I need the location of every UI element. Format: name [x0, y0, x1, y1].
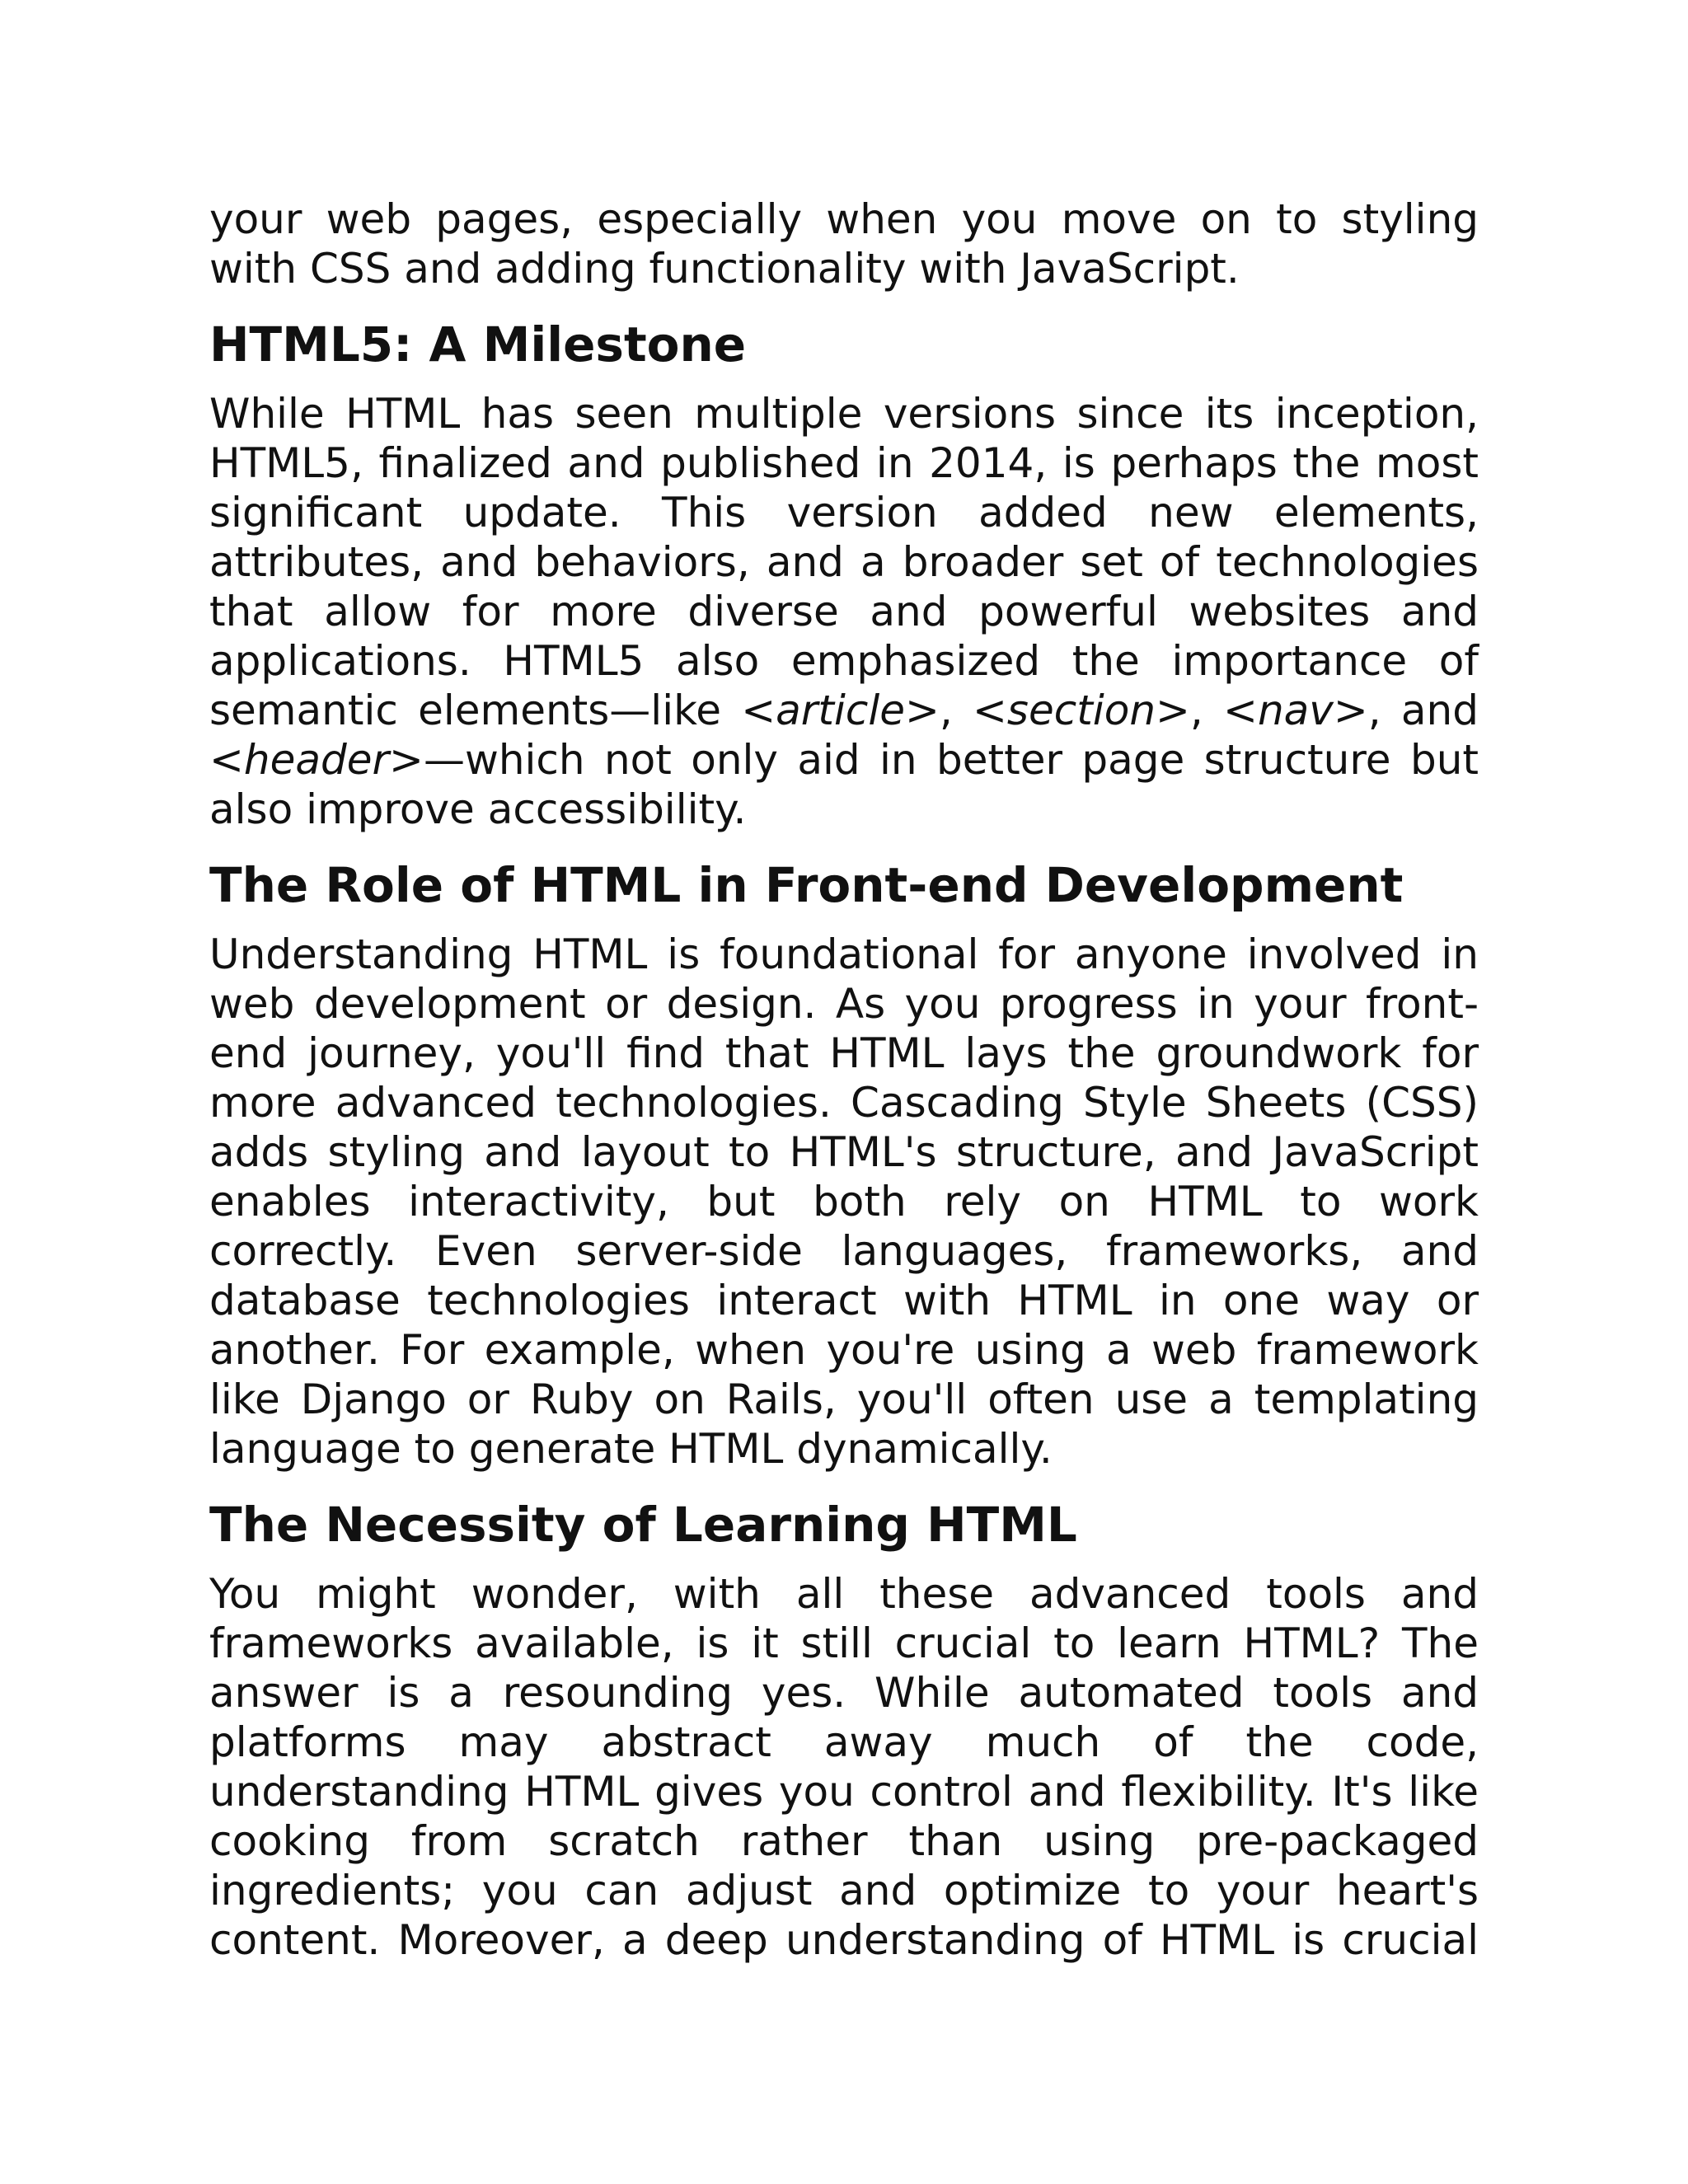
- tag-article: <article>: [741, 687, 940, 734]
- html5-sep1: ,: [939, 687, 973, 734]
- html5-text-part2: —which not only aid in better page structure but also improve accessibility.: [209, 736, 1479, 833]
- html5-sep3: , and: [1367, 687, 1479, 734]
- necessity-paragraph: You might wonder, with all these advanced tools and frameworks available, is it still crucial to learn HTML? The answer is a resounding yes. While automated tools and platforms may abstract away much of the code, understanding HTML gives you control and flexibility. It's like cooking from scratch rather than using pre-packaged ingredients; you can adjust and optimize to your heart's content. Moreover, a deep understanding of HTML is crucial: [209, 1570, 1479, 1964]
- heading-html5-milestone: HTML5: A Milestone: [209, 316, 747, 373]
- html5-sep2: ,: [1189, 687, 1224, 734]
- tag-header: <header>: [209, 736, 424, 784]
- tag-nav: <nav>: [1223, 687, 1368, 734]
- html5-text-part1: While HTML has seen multiple versions since its inception, HTML5, finalized and published in 2014, is perhaps the most significant update. This version added new elements, attributes, and behaviors, and a broader set of technologies that allow for more diverse and powerful websites and applications. HTML5 also emphasized the importance of semantic elements—like: [209, 390, 1479, 734]
- heading-necessity: The Necessity of Learning HTML: [209, 1497, 1077, 1553]
- heading-frontend-role: The Role of HTML in Front-end Development: [209, 857, 1404, 913]
- document-page: [209, 194, 1479, 1965]
- html5-paragraph: [209, 389, 1479, 834]
- frontend-paragraph: Understanding HTML is foundational for anyone involved in web development or design. As you progress in your front-end journey, you'll find that HTML lays the groundwork for more advanced technologies. Cascading Style Sheets (CSS) adds styling and layout to HTML's structure, and JavaScript enables interactivity, but both rely on HTML to work correctly. Even server-side languages, frameworks, and database technologies interact with HTML in one way or another. For example, when you're using a web framework like Django or Ruby on Rails, you'll often use a templating language to generate HTML dynamically.: [209, 930, 1479, 1473]
- tag-section: <section>: [973, 687, 1190, 734]
- intro-paragraph: your web pages, especially when you move on to styling with CSS and adding functionality with JavaScript.: [209, 195, 1479, 293]
